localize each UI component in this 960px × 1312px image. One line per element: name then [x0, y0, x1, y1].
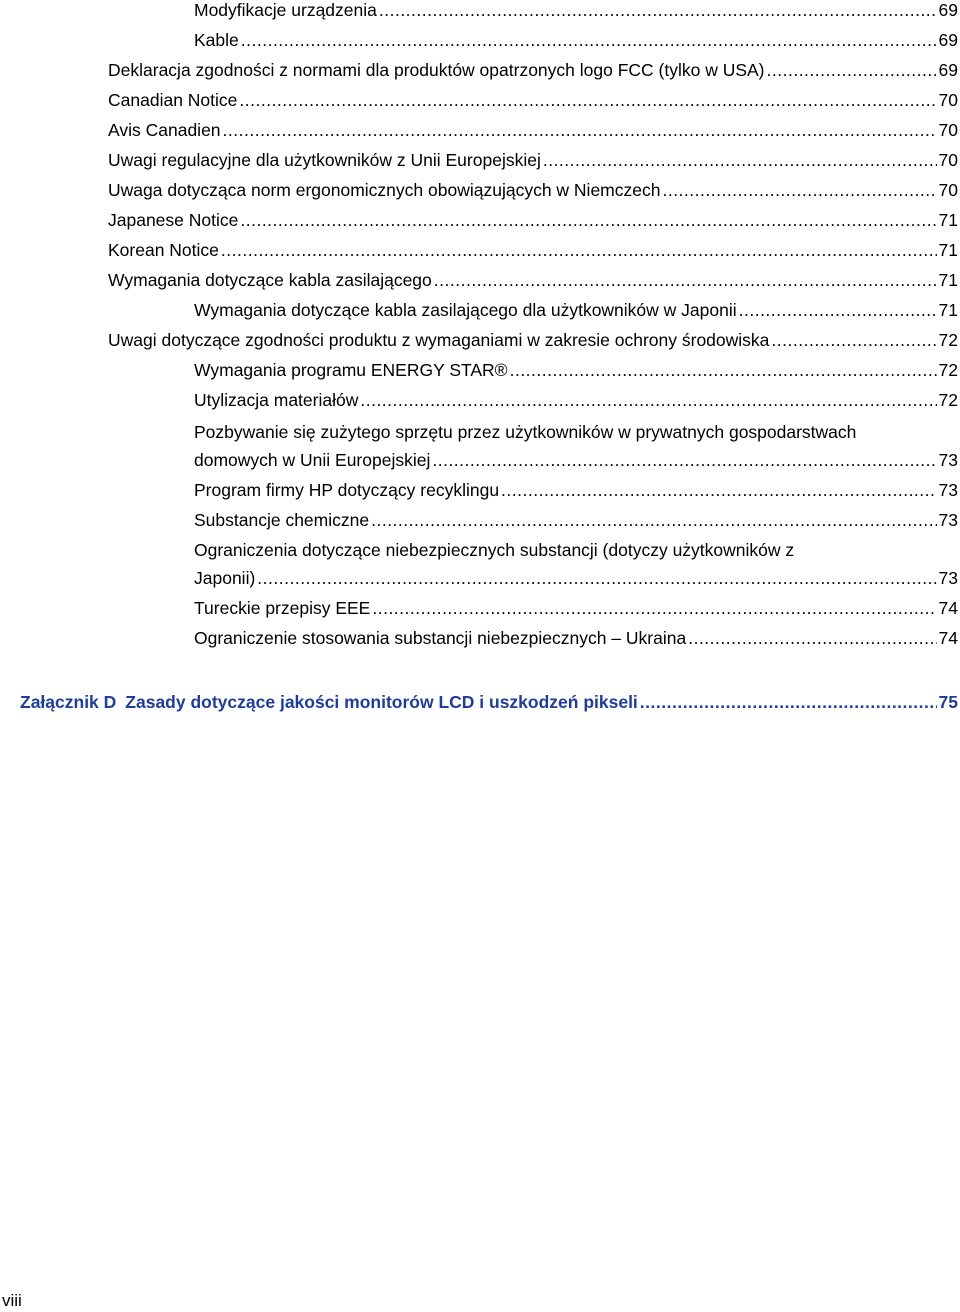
- dot-leader: [257, 564, 936, 592]
- dot-leader: [434, 266, 937, 294]
- toc-entry[interactable]: [108, 206, 958, 234]
- dot-leader: [688, 624, 936, 652]
- dot-leader: [543, 146, 937, 174]
- toc-page-number: 71: [938, 300, 958, 320]
- toc-entry-title: Uwaga dotycząca norm ergonomicznych obowiązujących w Niemczech: [108, 180, 661, 200]
- toc-entry-title: Uwagi dotyczące zgodności produktu z wymaganiami w zakresie ochrony środowiska: [108, 330, 770, 350]
- dot-leader: [372, 594, 936, 622]
- toc-entry-title: Deklaracja zgodności z normami dla produktów opatrzonych logo FCC (tylko w USA): [108, 60, 765, 80]
- dot-leader: [767, 56, 937, 84]
- toc-entry[interactable]: [194, 418, 958, 474]
- toc-page-number: 70: [938, 90, 958, 110]
- page-number: viii: [2, 1291, 22, 1310]
- dot-leader: [379, 0, 937, 24]
- toc-entry-title: Ograniczenie stosowania substancji niebezpiecznych – Ukraina: [194, 628, 687, 648]
- toc-entry[interactable]: [194, 26, 958, 54]
- toc-entry-title: Avis Canadien: [108, 120, 221, 140]
- toc-page-number: 71: [938, 210, 958, 230]
- dot-leader: [739, 296, 937, 324]
- toc-entry[interactable]: [108, 326, 958, 354]
- toc-entry-title-continued: Japonii): [194, 568, 256, 588]
- toc-entry[interactable]: [108, 86, 958, 114]
- toc-page-number: 72: [938, 330, 958, 350]
- toc-entry[interactable]: [108, 266, 958, 294]
- toc-entry[interactable]: [108, 176, 958, 204]
- toc-appendix-entry[interactable]: [20, 688, 958, 716]
- toc-page-number: 71: [938, 240, 958, 260]
- toc-entry-title: Modyfikacje urządzenia: [194, 0, 377, 20]
- toc-page-number: 69: [938, 30, 958, 50]
- toc-entry[interactable]: [108, 236, 958, 264]
- toc-entry[interactable]: [194, 594, 958, 622]
- dot-leader: [240, 206, 936, 234]
- toc-page-number: 72: [938, 390, 958, 410]
- dot-leader: [662, 176, 936, 204]
- toc-entry[interactable]: [108, 56, 958, 84]
- dot-leader: [221, 236, 937, 264]
- toc-entry[interactable]: [194, 386, 958, 414]
- toc-entry[interactable]: [194, 476, 958, 504]
- toc-entry[interactable]: [194, 536, 958, 592]
- toc-entry[interactable]: [194, 624, 958, 652]
- toc-page-number: 70: [938, 120, 958, 140]
- toc-entry-title: Uwagi regulacyjne dla użytkowników z Unii Europejskiej: [108, 150, 541, 170]
- dot-leader: [360, 386, 936, 414]
- toc-entry-title: Utylizacja materiałów: [194, 390, 359, 410]
- toc-page-number: 74: [938, 598, 958, 618]
- dot-leader: [223, 116, 937, 144]
- toc-page-number: 69: [938, 0, 958, 20]
- toc-page-number: 71: [938, 270, 958, 290]
- toc-entry-title: Japanese Notice: [108, 210, 239, 230]
- toc-entry-title: Canadian Notice: [108, 90, 238, 110]
- toc-entry-title: Wymagania dotyczące kabla zasilającego dla użytkowników w Japonii: [194, 300, 737, 320]
- appendix-title: Zasady dotyczące jakości monitorów LCD i uszkodzeń pikseli: [125, 692, 638, 712]
- toc-page-number: 70: [938, 180, 958, 200]
- toc-entry-title: Pozbywanie się zużytego sprzętu przez użytkowników w prywatnych gospodarstwach: [194, 422, 857, 442]
- dot-leader: [510, 356, 937, 384]
- toc-entry[interactable]: [194, 0, 958, 24]
- toc-page-number: 73: [938, 568, 958, 588]
- dot-leader: [239, 86, 936, 114]
- toc-page-number: 75: [938, 692, 958, 712]
- toc-page-number: 73: [938, 450, 958, 470]
- toc-entry-title: Tureckie przepisy EEE: [194, 598, 371, 618]
- toc-entry-title-continued: domowych w Unii Europejskiej: [194, 450, 431, 470]
- toc-entry[interactable]: [108, 146, 958, 174]
- toc-entry[interactable]: [194, 506, 958, 534]
- toc-entry-title: Ograniczenia dotyczące niebezpiecznych substancji (dotyczy użytkowników z: [194, 540, 795, 560]
- dot-leader: [432, 446, 936, 474]
- toc-entry-title: Kable: [194, 30, 239, 50]
- toc-entry-title: Wymagania programu ENERGY STAR®: [194, 360, 508, 380]
- dot-leader: [640, 688, 937, 716]
- dot-leader: [771, 326, 936, 354]
- toc-entry-title: Program firmy HP dotyczący recyklingu: [194, 480, 500, 500]
- toc-page-number: 73: [938, 480, 958, 500]
- dot-leader: [371, 506, 936, 534]
- appendix-label: Załącznik D: [20, 692, 117, 712]
- toc-page-number: 70: [938, 150, 958, 170]
- toc-entry[interactable]: [194, 296, 958, 324]
- toc-page-number: 73: [938, 510, 958, 530]
- toc-page-number: 69: [938, 60, 958, 80]
- toc-entry-title: Wymagania dotyczące kabla zasilającego: [108, 270, 432, 290]
- toc-entry-title: Substancje chemiczne: [194, 510, 370, 530]
- toc-page-number: 74: [938, 628, 958, 648]
- dot-leader: [501, 476, 936, 504]
- dot-leader: [241, 26, 937, 54]
- toc-entry[interactable]: [108, 116, 958, 144]
- toc-page-number: 72: [938, 360, 958, 380]
- toc-entry-title: Korean Notice: [108, 240, 219, 260]
- toc-entry[interactable]: [194, 356, 958, 384]
